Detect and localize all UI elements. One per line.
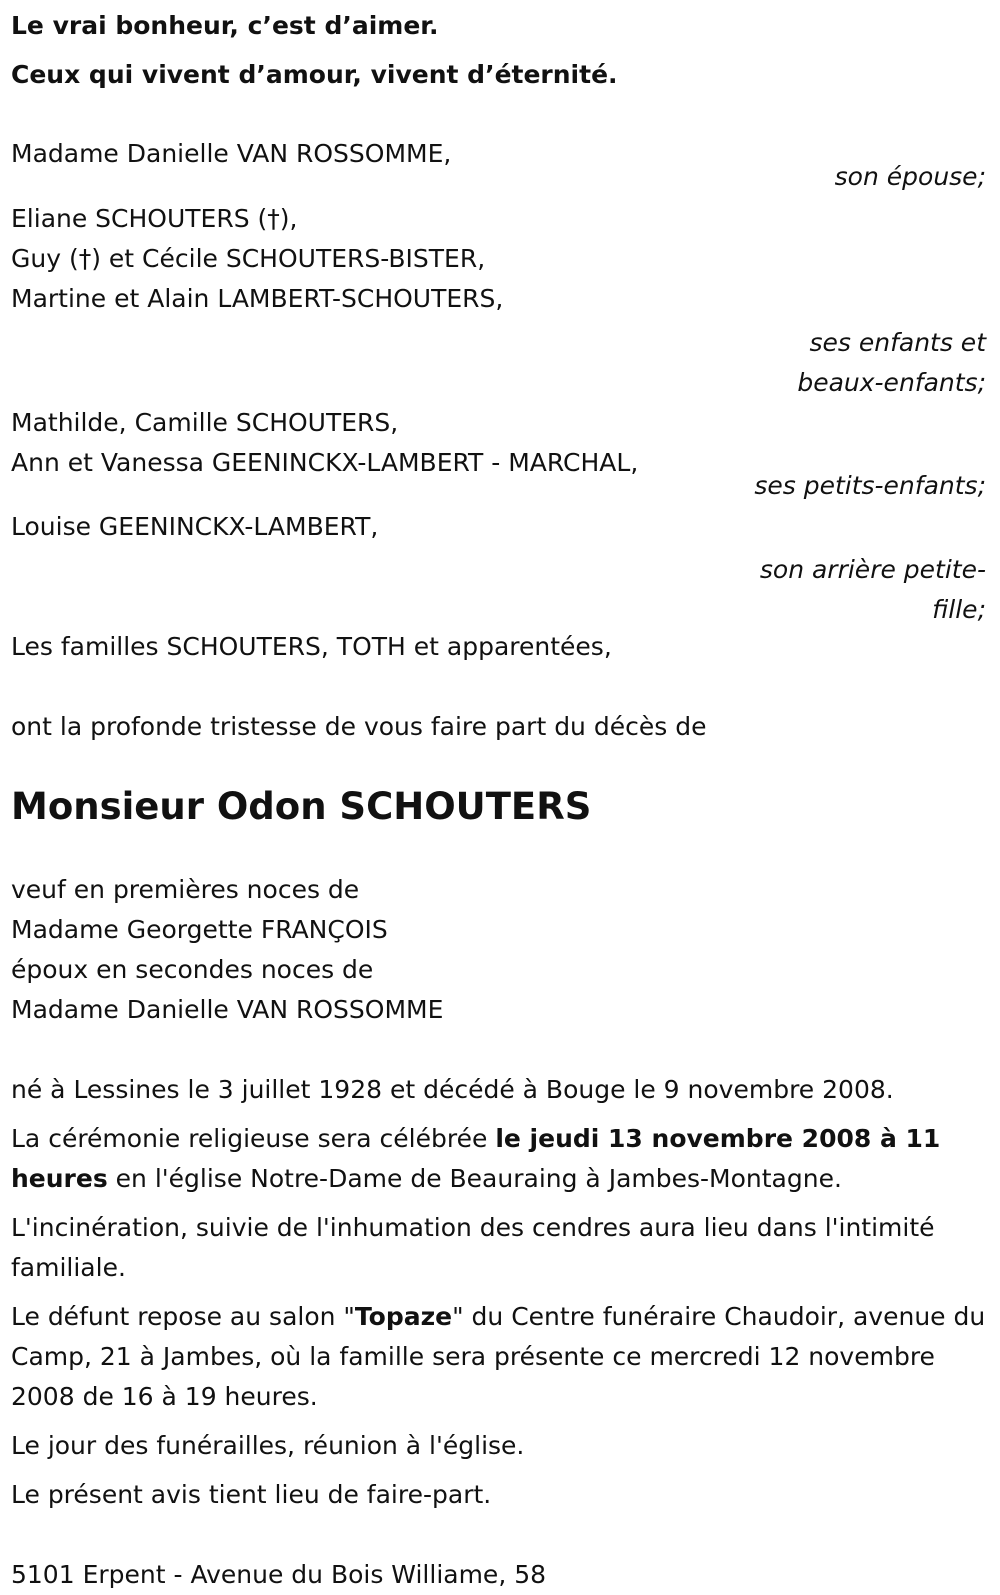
salon-details: " du Centre funéraire Chaudoir, avenue du Camp, 21 à Jambes, où la famille sera présente ce mercredi 12 novembre 2008 de 16 à 19 heures.: [11, 1302, 986, 1411]
birth-death-line: né à Lessines le 3 juillet 1928 et décédé à Bouge le 9 novembre 2008.: [11, 1075, 894, 1104]
family-role: son épouse;: [834, 162, 986, 191]
salon-text: Le défunt repose au salon ": [11, 1302, 355, 1331]
family-name: Martine et Alain LAMBERT-SCHOUTERS,: [11, 284, 504, 313]
family-name: Eliane SCHOUTERS (†),: [11, 204, 298, 233]
family-name: Mathilde, Camille SCHOUTERS,: [11, 408, 399, 437]
funeral-day-line: Le jour des funérailles, réunion à l'église.: [11, 1431, 525, 1460]
marital-line: époux en secondes noces de: [11, 955, 374, 984]
address-line: 5101 Erpent - Avenue du Bois Williame, 58: [11, 1560, 547, 1589]
family-group-grandchildren: [11, 403, 986, 506]
marital-line: Madame Georgette FRANÇOIS: [11, 915, 388, 944]
obituary-notice: [11, 6, 986, 1595]
family-role: fille;: [932, 595, 986, 624]
family-role: son arrière petite-: [759, 555, 986, 584]
family-group-spouse: [11, 134, 986, 197]
notice-line: Le présent avis tient lieu de faire-part.: [11, 1480, 492, 1509]
deceased-name: Monsieur Odon SCHOUTERS: [11, 785, 592, 828]
epigraph-line-2: Ceux qui vivent d’amour, vivent d’éternité.: [11, 60, 618, 89]
marital-status: [11, 870, 986, 1030]
family-group-children: [11, 199, 986, 403]
families-line: Les familles SCHOUTERS, TOTH et apparentées,: [11, 632, 612, 661]
family-name: Louise GEENINCKX-LAMBERT,: [11, 512, 379, 541]
marital-line: Madame Danielle VAN ROSSOMME: [11, 995, 444, 1024]
ceremony-paragraph: [11, 1119, 986, 1199]
salon-name: Topaze: [354, 1302, 453, 1331]
family-role: ses petits-enfants;: [754, 471, 986, 500]
ceremony-text: La cérémonie religieuse sera célébrée: [11, 1124, 496, 1153]
announcement-line: ont la profonde tristesse de vous faire part du décès de: [11, 712, 707, 741]
salon-paragraph: [11, 1297, 986, 1417]
cremation-paragraph: L'incinération, suivie de l'inhumation des cendres aura lieu dans l'intimité familiale.: [11, 1213, 935, 1282]
family-group-great-grandchildren: [11, 507, 986, 630]
family-name: Madame Danielle VAN ROSSOMME,: [11, 139, 452, 168]
family-role: beaux-enfants;: [797, 368, 986, 397]
marital-line: veuf en premières noces de: [11, 875, 360, 904]
family-name: Guy (†) et Cécile SCHOUTERS-BISTER,: [11, 244, 486, 273]
family-name: Ann et Vanessa GEENINCKX-LAMBERT - MARCHAL,: [11, 448, 639, 477]
family-role: ses enfants et: [809, 328, 986, 357]
epigraph-line-1: Le vrai bonheur, c’est d’aimer.: [11, 11, 439, 40]
ceremony-place: en l'église Notre-Dame de Beauraing à Jambes-Montagne.: [107, 1164, 842, 1193]
ceremony-date: le jeudi 13 novembre 2008 à 11 heures: [11, 1124, 941, 1193]
